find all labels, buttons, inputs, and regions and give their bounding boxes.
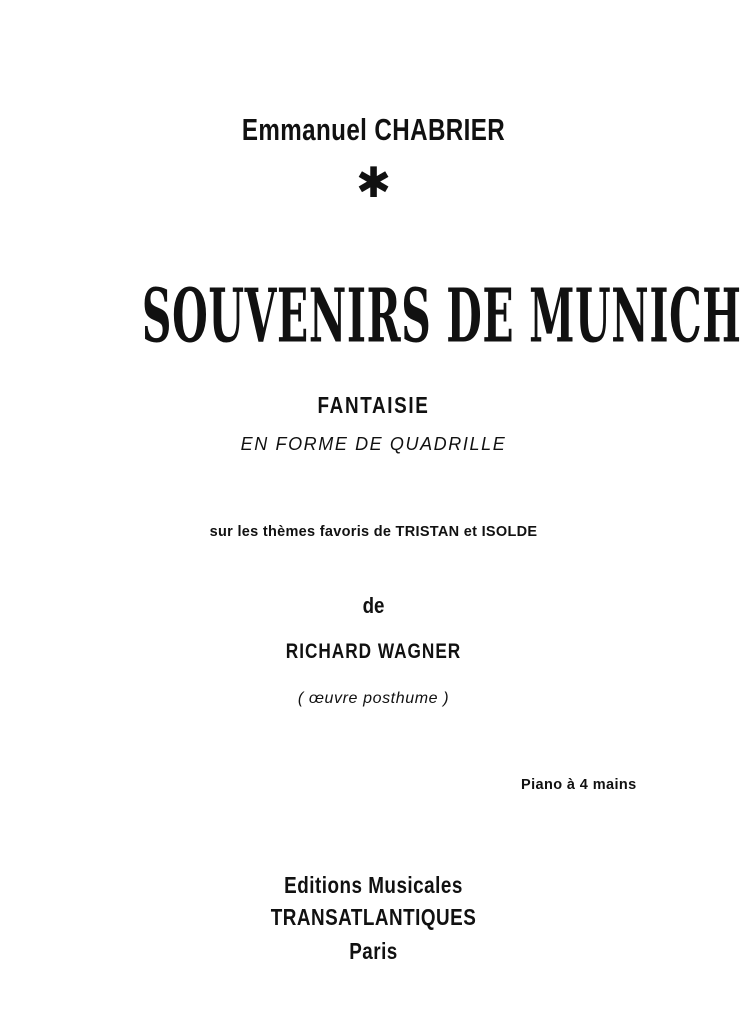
work-subtitle: FANTAISIE — [317, 392, 430, 418]
source-composer-name: RICHARD WAGNER — [285, 640, 462, 663]
instrumentation-label: Piano à 4 mains — [521, 777, 637, 793]
by-label: de — [362, 593, 385, 618]
publisher-line-2: TRANSATLANTIQUES — [270, 904, 477, 930]
posthumous-note: ( œuvre posthume ) — [297, 690, 450, 707]
composer-name: Emmanuel CHABRIER — [241, 112, 506, 147]
work-title: SOUVENIRS DE MUNICH — [141, 272, 742, 360]
themes-description: sur les thèmes favoris de TRISTAN et ISOLDE — [209, 524, 538, 540]
publisher-line-1: Editions Musicales — [284, 872, 463, 898]
publisher-line-3: Paris — [349, 938, 398, 964]
asterisk-icon: ✱ — [355, 158, 392, 207]
work-form: EN FORME DE QUADRILLE — [240, 434, 507, 454]
